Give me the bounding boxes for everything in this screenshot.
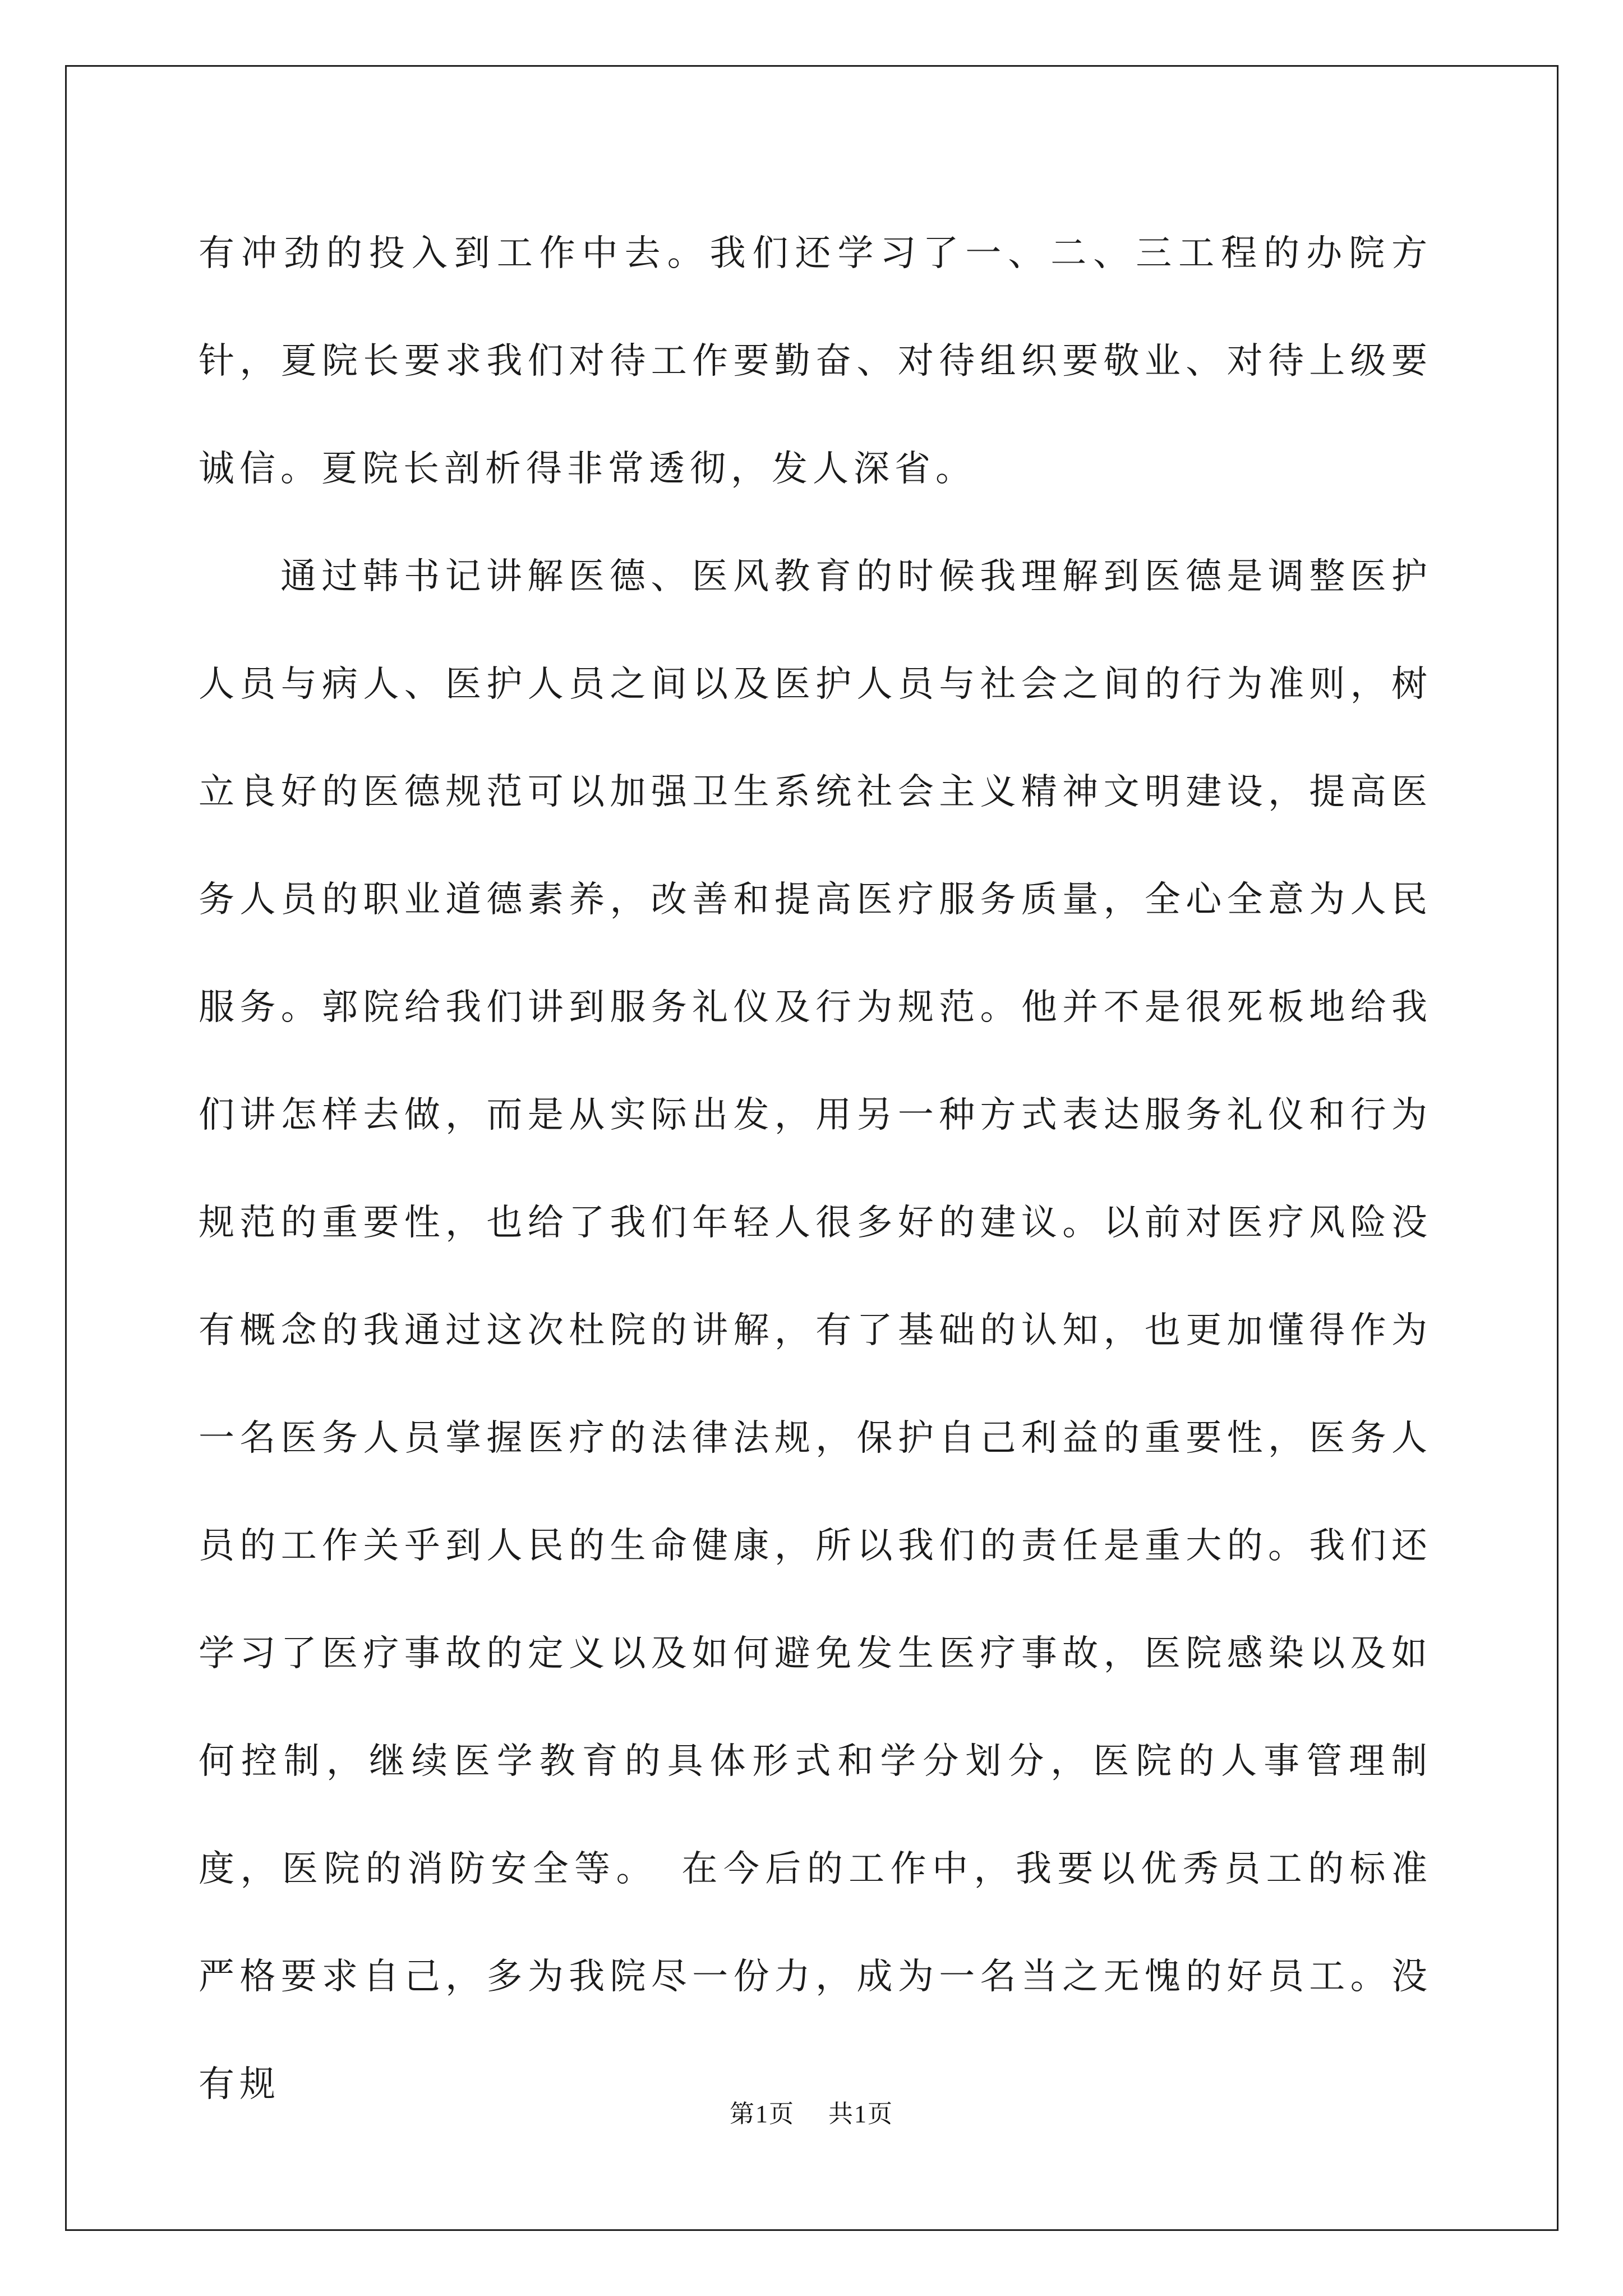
page-footer [0, 2093, 1623, 2129]
document-body [199, 200, 1432, 2138]
page-number: 第1页 [730, 2100, 795, 2128]
paragraph-2: 通过韩书记讲解医德、医风教育的时候我理解到医德是调整医护人员与病人、医护人员之间以及医护人员与社会之间的行为准则，树立良好的医德规范可以加强卫生系统社会主义精神文明建设，提高医务人员的职业道德素养，改善和提高医疗服务质量，全心全意为人民服务。郭院给我们讲到服务礼仪及行为规范。他并不是很死板地给我们讲怎样去做，而是从实际出发，用另一种方式表达服务礼仪和行为规范的重要性，也给了我们年轻人很多好的建议。以前对医疗风险没有概念的我通过这次杜院的讲解，有了基础的认知，也更加懂得作为一名医务人员掌握医疗的法律法规，保护自己利益的重要性，医务人员的工作关乎到人民的生命健康，所以我们的责任是重大的。我们还学习了医疗事故的定义以及如何避免发生医疗事故，医院感染以及如何控制，继续医学教育的具体形式和学分划分，医院的人事管理制度，医院的消防安全等。 在今后的工作中，我要以优秀员工的标准严格要求自己，多为我院尽一份力，成为一名当之无愧的好员工。没有规 [199, 556, 1432, 2105]
page-total: 共1页 [828, 2100, 893, 2128]
paragraph-1: 有冲劲的投入到工作中去。我们还学习了一、二、三工程的办院方针，夏院长要求我们对待工作要勤奋、对待组织要敬业、对待上级要诚信。夏院长剖析得非常透彻，发人深省。 [199, 233, 1432, 490]
